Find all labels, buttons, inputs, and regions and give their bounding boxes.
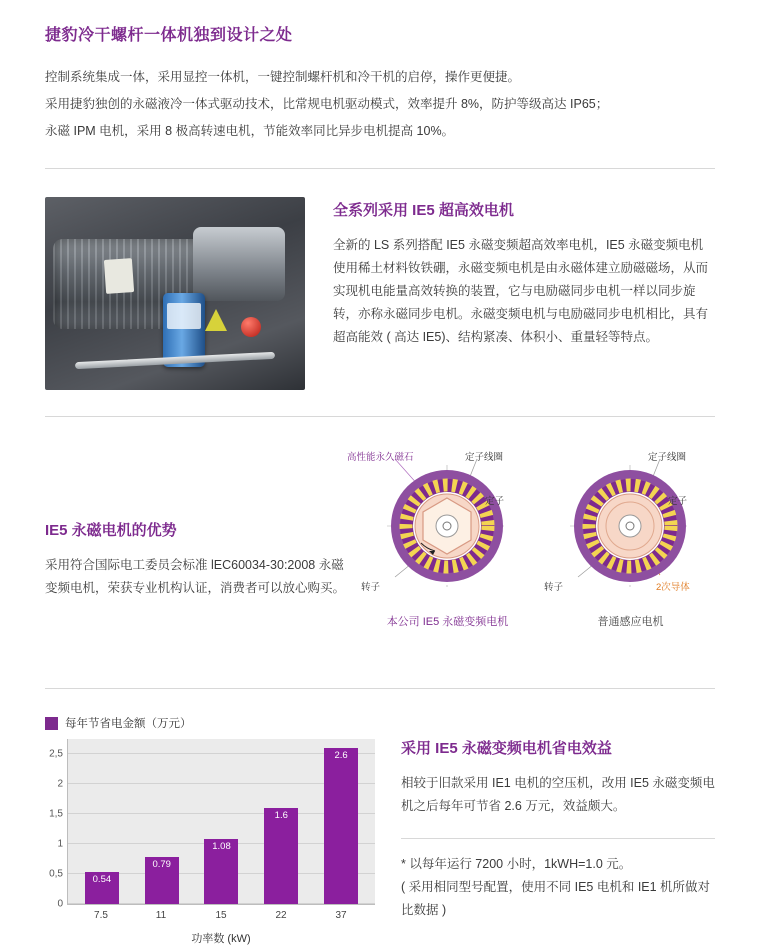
chart-x-axis	[67, 904, 375, 921]
section-advantages-text	[45, 447, 345, 600]
nameplate-shape	[104, 258, 134, 294]
section-savings-body: 相较于旧款采用 IE1 电机的空压机，改用 IE5 永磁变频电机之后每年可节省 2.6 万元，效益颇大。	[401, 776, 715, 813]
bar-col-3	[261, 739, 301, 904]
divider-2	[45, 416, 715, 417]
divider-3	[45, 688, 715, 689]
anno-stator-coil: 定子线圈	[465, 452, 504, 463]
bar-value-1: 0.79	[152, 858, 171, 870]
bar-value-0: 0.54	[92, 873, 112, 885]
bar-col-0	[82, 739, 122, 904]
section-ie5-motor	[45, 197, 715, 390]
anno-rotor-2: 转子	[544, 582, 564, 593]
section-ie5-text	[333, 197, 715, 349]
bar-value-4: 2.6	[334, 750, 348, 762]
bar-col-1	[142, 739, 182, 904]
pm-motor-svg	[365, 447, 530, 607]
ytick-5: 2,5	[49, 748, 63, 760]
bar-col-4	[321, 739, 361, 904]
bar-0	[85, 872, 119, 904]
savings-note-1: * 以每年运行 7200 小时，1kWH=1.0 元。	[401, 857, 632, 871]
section-advantages-title: IE5 永磁电机的优势	[45, 522, 177, 539]
anno-magnet: 高性能永久磁石	[347, 452, 414, 463]
page-title: 捷豹冷干螺杆一体机独到设计之处	[45, 27, 293, 44]
xtick-4: 37	[335, 910, 347, 921]
anno-stator: 定子	[485, 496, 505, 507]
motor-photo	[45, 197, 305, 390]
diagram-pm-motor-caption: 本公司 IE5 永磁变频电机	[386, 616, 509, 628]
bar-value-3: 1.6	[274, 809, 288, 821]
section-ie5-body: 全新的 LS 系列搭配 IE5 永磁变频超高效率电机，IE5 永磁变频电机使用稀土材料钕铁硼，永磁变频电机是由永磁体建立励磁磁场，从而实现机电能量高效转换的装置，它与电励磁同步电机一样以同步旋转，亦称永磁同步电机。永磁变频电机与电励磁同步电机相比，具有超高能效 ( 高达 IE5)、结构紧凑、体积小、重量轻等特点。	[333, 238, 709, 344]
xtick-3: 22	[275, 910, 287, 921]
section-savings	[45, 715, 715, 946]
section-advantages-body: 采用符合国际电工委员会标准 lEC60034-30:2008 永磁变频电机，荣获专业机构认证，消费者可以放心购买。	[45, 558, 346, 595]
legend-label: 每年节省电金额（万元）	[65, 718, 192, 730]
bar-col-2	[201, 739, 241, 904]
bar-value-2: 1.08	[212, 841, 231, 853]
intro-paragraph-2: 采用捷豹独创的永磁液冷一体式驱动技术，比常规电机驱动模式，效率提升 8%，防护等级高达 IP65；	[45, 97, 609, 111]
xtick-2: 15	[215, 910, 227, 921]
savings-note-2: ( 采用相同型号配置，使用不同 IE5 电机和 IE1 机所做对比数据 )	[401, 880, 711, 917]
xtick-0: 7.5	[94, 910, 108, 921]
compressor-cylinder-shape	[193, 227, 285, 301]
legend-swatch-icon	[45, 717, 58, 730]
section-intro	[45, 22, 715, 142]
anno-secondary-conductor: 2次导体	[656, 582, 690, 593]
document-page	[0, 22, 760, 951]
intro-paragraph-3: 永磁 IPM 电机，采用 8 极高转速电机，节能效率同比异步电机提高 10%。	[45, 124, 455, 138]
savings-chart	[45, 715, 375, 946]
chart-plot-area	[49, 739, 375, 910]
warning-sticker-icon	[205, 309, 227, 331]
chart-x-label: 功率数 (kW)	[191, 933, 251, 945]
bar-3	[264, 808, 298, 904]
ytick-4: 2	[57, 778, 63, 790]
ytick-0: 0	[57, 898, 63, 910]
anno-rotor: 转子	[361, 582, 381, 593]
section-ie5-title: 全系列采用 IE5 超高效电机	[333, 202, 514, 219]
anno-stator-coil-2: 定子线圈	[648, 452, 687, 463]
anno-stator-2: 定子	[668, 496, 688, 507]
section-advantages	[45, 447, 715, 662]
red-valve-knob-shape	[241, 317, 261, 337]
divider-1	[45, 168, 715, 169]
divider-4	[401, 838, 715, 839]
section-savings-title: 采用 IE5 永磁变频电机省电效益	[401, 740, 612, 757]
diagram-induction-motor	[544, 447, 713, 629]
ytick-2: 1	[57, 838, 63, 850]
ytick-1: 0,5	[49, 868, 63, 880]
bar-4	[324, 748, 358, 904]
xtick-1: 11	[155, 910, 167, 921]
bar-1	[145, 857, 179, 904]
intro-paragraph-1: 控制系统集成一体，采用显控一体机，一键控制螺杆机和冷干机的启停，操作更便捷。	[45, 70, 521, 84]
chart-legend	[45, 715, 375, 731]
motor-cross-section-diagrams	[347, 447, 715, 662]
ytick-3: 1,5	[49, 808, 63, 820]
chart-bars	[68, 739, 375, 904]
section-savings-text	[401, 715, 715, 922]
diagram-induction-motor-caption: 普通感应电机	[597, 616, 664, 628]
diagram-pm-motor	[347, 447, 530, 629]
bar-2	[204, 839, 238, 904]
